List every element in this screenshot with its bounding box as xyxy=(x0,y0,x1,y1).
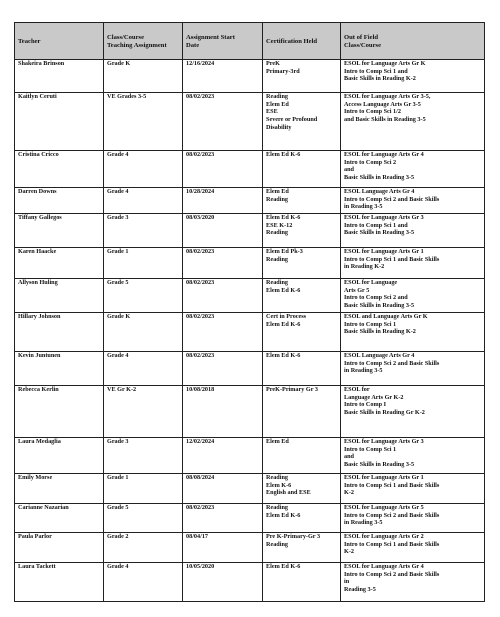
cell-line: 08/02/2023 xyxy=(186,151,215,158)
cell-teaching-assignment xyxy=(104,188,183,214)
cell-line: in Reading K-2 xyxy=(344,263,385,271)
cell-out-of-field xyxy=(341,386,485,438)
table-row xyxy=(15,533,485,563)
cell-line: Pre K-Primary-Gr 3 xyxy=(266,533,321,540)
table-row xyxy=(15,248,485,279)
cell-line: and xyxy=(344,453,354,461)
cell-line: Grade 5 xyxy=(107,279,129,286)
cell-line: Intro to Comp Sci 2 and Basic Skills xyxy=(344,195,440,203)
cell-line: ESOL and Language Arts Gr K xyxy=(344,313,428,320)
cell-line: Kaitlyn Ceruti xyxy=(18,93,57,100)
cell-line: Grade 2 xyxy=(107,533,129,540)
cell-line: Arts Gr 5 xyxy=(344,286,370,294)
cell-line: Elem Ed K-6 xyxy=(266,352,301,359)
cell-line: Grade 4 xyxy=(107,188,129,195)
cell-line: Intro to Comp Sci 1/2 xyxy=(344,108,401,116)
cell-start-date xyxy=(183,438,263,474)
table-row xyxy=(15,93,485,151)
cell-out-of-field xyxy=(341,313,485,352)
cell-teaching-assignment xyxy=(104,474,183,504)
cell-line: Elem Ed xyxy=(266,188,289,195)
cell-line: Basic Skills in Reading 3-5 xyxy=(344,461,415,469)
cell-line: Language Arts Gr K-2 xyxy=(344,393,404,401)
cell-certification xyxy=(263,474,341,504)
cell-line: ESOL for Language Arts Gr 1 xyxy=(344,248,424,255)
cell-out-of-field xyxy=(341,151,485,188)
cell-teacher xyxy=(15,438,104,474)
cell-teaching-assignment xyxy=(104,386,183,438)
cell-line: 08/02/2023 xyxy=(186,248,215,255)
cell-certification xyxy=(263,279,341,313)
cell-teacher xyxy=(15,188,104,214)
cell-line: PreK-Primary Gr 3 xyxy=(266,386,319,393)
table-row xyxy=(15,352,485,386)
cell-line: K-2 xyxy=(344,548,354,556)
cell-line: Elem Ed K-6 xyxy=(266,214,301,221)
cell-line: Basic Skills in Reading 3-5 xyxy=(344,229,415,237)
cell-start-date xyxy=(183,504,263,533)
cell-teacher xyxy=(15,533,104,563)
cell-line: Laura Medaglia xyxy=(18,438,61,445)
cell-line: Grade 1 xyxy=(107,248,129,255)
cell-line: Reading xyxy=(266,474,289,481)
cell-line: Elem Ed K-6 xyxy=(266,563,301,570)
cell-out-of-field xyxy=(341,279,485,313)
cell-line: Intro to Comp Sci 2 xyxy=(344,158,397,166)
header-teacher: Teacher xyxy=(15,23,104,60)
cell-start-date xyxy=(183,313,263,352)
cell-certification xyxy=(263,352,341,386)
cell-certification xyxy=(263,313,341,352)
cell-line: Intro to Comp Sci 2 and xyxy=(344,294,408,302)
cell-line: Shakeira Brinson xyxy=(18,60,65,67)
cell-out-of-field xyxy=(341,474,485,504)
cell-line: Basic Skills in Reading K-2 xyxy=(344,328,416,336)
cell-start-date xyxy=(183,474,263,504)
cell-start-date xyxy=(183,151,263,188)
cell-out-of-field xyxy=(341,504,485,533)
cell-line: Emily Morse xyxy=(18,474,53,481)
cell-line: ESE xyxy=(266,108,278,116)
table-row xyxy=(15,313,485,352)
table-body xyxy=(15,60,485,602)
cell-line: Paula Parlor xyxy=(18,533,52,540)
cell-line: Grade 4 xyxy=(107,563,129,570)
table-row xyxy=(15,214,485,248)
cell-line: ESOL for Language Arts Gr 1 xyxy=(344,474,424,481)
cell-line: 12/16/2024 xyxy=(186,60,215,67)
cell-start-date xyxy=(183,93,263,151)
cell-line: in xyxy=(344,578,350,586)
cell-line: in Reading 3-5 xyxy=(344,367,383,375)
cell-line: Access Language Arts Gr 3-5 xyxy=(344,100,421,108)
table-row xyxy=(15,438,485,474)
cell-line: Reading xyxy=(266,540,289,548)
cell-line: Kevin Juntunen xyxy=(18,352,61,359)
cell-start-date xyxy=(183,533,263,563)
header-out-of-field: Out of Field Class/Course xyxy=(341,23,485,60)
cell-line: Darren Downs xyxy=(18,188,57,195)
cell-certification xyxy=(263,533,341,563)
cell-certification xyxy=(263,248,341,279)
cell-line: and Basic Skills in Reading 3-5 xyxy=(344,116,426,124)
cell-line: Primary-3rd xyxy=(266,67,300,75)
cell-line: ESOL for Language Arts Gr 4 xyxy=(344,563,424,570)
cell-line: Disability xyxy=(266,123,292,131)
cell-line: ESOL for Language Arts Gr 5 xyxy=(344,504,424,511)
cell-certification xyxy=(263,504,341,533)
table-row xyxy=(15,188,485,214)
cell-teacher xyxy=(15,60,104,93)
cell-line: 08/02/2023 xyxy=(186,313,215,320)
cell-teaching-assignment xyxy=(104,279,183,313)
cell-line: ESOL for Language Arts Gr 3 xyxy=(344,438,424,445)
cell-teaching-assignment xyxy=(104,60,183,93)
cell-line: Intro to Comp Sci 1 and Basic Skills xyxy=(344,481,440,489)
cell-line: Intro to Comp Sci 1 and Basic Skills xyxy=(344,255,440,263)
cell-line: Elem Ed xyxy=(266,100,289,108)
cell-line: Cristina Cricco xyxy=(18,151,59,158)
header-teaching-assignment: Class/Course Teaching Assignment xyxy=(104,23,183,60)
cell-line: Intro to Comp Sci 1 xyxy=(344,320,397,328)
cell-line: Grade 3 xyxy=(107,438,129,445)
cell-out-of-field xyxy=(341,93,485,151)
cell-line: Cert in Process xyxy=(266,313,307,320)
cell-line: ESOL for Language Arts Gr 3 xyxy=(344,214,424,221)
cell-line: Reading 3-5 xyxy=(344,586,376,594)
cell-line: Intro to Comp Sci 1 and Basic Skills xyxy=(344,540,440,548)
cell-line: Hillary Johnson xyxy=(18,313,61,320)
cell-line: VE Gr K-2 xyxy=(107,386,137,393)
cell-line: Basic Skills in Reading 3-5 xyxy=(344,174,415,182)
cell-certification xyxy=(263,151,341,188)
cell-line: ESOL for xyxy=(344,386,370,393)
cell-teaching-assignment xyxy=(104,533,183,563)
cell-teacher xyxy=(15,352,104,386)
cell-line: Reading xyxy=(266,279,289,286)
cell-line: Intro to Comp Sci 2 and Basic Skills xyxy=(344,511,440,519)
cell-line: Elem K-6 xyxy=(266,481,292,489)
cell-line: ESOL for Language Arts Gr 4 xyxy=(344,151,424,158)
cell-line: Elem Ed K-6 xyxy=(266,286,301,294)
cell-line: Basic Skills in Reading 3-5 xyxy=(344,302,415,310)
cell-line: Rebecca Kerlin xyxy=(18,386,59,393)
cell-start-date xyxy=(183,214,263,248)
cell-line: Grade 1 xyxy=(107,474,129,481)
cell-line: K-2 xyxy=(344,489,354,497)
cell-out-of-field xyxy=(341,438,485,474)
cell-line: Reading xyxy=(266,93,289,100)
cell-line: Intro to Comp Sci 2 and Basic Skills xyxy=(344,570,440,578)
cell-teacher xyxy=(15,248,104,279)
cell-line: Intro to Comp Sci 1 and xyxy=(344,221,408,229)
cell-line: PreK xyxy=(266,60,280,67)
cell-certification xyxy=(263,188,341,214)
cell-line: Reading xyxy=(266,229,289,237)
cell-line: 08/04/17 xyxy=(186,533,209,540)
cell-line: Basic Skills in Reading K-2 xyxy=(344,75,416,83)
cell-teacher xyxy=(15,474,104,504)
cell-line: ESE K-12 xyxy=(266,221,293,229)
cell-teaching-assignment xyxy=(104,504,183,533)
cell-line: Grade 4 xyxy=(107,352,129,359)
cell-teaching-assignment xyxy=(104,438,183,474)
cell-line: Elem Ed xyxy=(266,438,289,445)
cell-line: Reading xyxy=(266,504,289,511)
cell-line: in Reading 3-5 xyxy=(344,519,383,527)
table-row xyxy=(15,279,485,313)
cell-line: Tiffany Gallegos xyxy=(18,214,62,221)
cell-start-date xyxy=(183,386,263,438)
cell-start-date xyxy=(183,563,263,602)
cell-start-date xyxy=(183,279,263,313)
cell-line: Reading xyxy=(266,255,289,263)
cell-line: Intro to Comp Sci 1 and xyxy=(344,67,408,75)
cell-start-date xyxy=(183,352,263,386)
document-page xyxy=(14,22,484,602)
cell-line: ESOL Language Arts Gr 4 xyxy=(344,188,415,195)
cell-teaching-assignment xyxy=(104,93,183,151)
cell-start-date xyxy=(183,188,263,214)
cell-teaching-assignment xyxy=(104,563,183,602)
cell-line: VE Grades 3-5 xyxy=(107,93,147,100)
cell-certification xyxy=(263,438,341,474)
cell-line: 10/28/2024 xyxy=(186,188,215,195)
cell-line: 08/08/2024 xyxy=(186,474,215,481)
cell-line: ESOL for Language Arts Gr K xyxy=(344,60,426,67)
cell-line: ESOL for Language Arts Gr 3-5, xyxy=(344,93,431,100)
cell-out-of-field xyxy=(341,248,485,279)
table-row xyxy=(15,504,485,533)
cell-teacher xyxy=(15,504,104,533)
cell-line: 08/02/2023 xyxy=(186,279,215,286)
cell-out-of-field xyxy=(341,533,485,563)
cell-start-date xyxy=(183,60,263,93)
cell-line: Carianne Nazarian xyxy=(18,504,69,511)
cell-teacher xyxy=(15,93,104,151)
cell-line: Elem Ed K-6 xyxy=(266,151,301,158)
cell-certification xyxy=(263,214,341,248)
cell-teacher xyxy=(15,279,104,313)
cell-line: 08/02/2023 xyxy=(186,352,215,359)
table-row xyxy=(15,563,485,602)
cell-teaching-assignment xyxy=(104,151,183,188)
cell-certification xyxy=(263,563,341,602)
cell-line: Grade K xyxy=(107,60,131,67)
cell-certification xyxy=(263,93,341,151)
cell-line: 12/02/2024 xyxy=(186,438,215,445)
cell-certification xyxy=(263,386,341,438)
cell-line: Karen Haacke xyxy=(18,248,57,255)
cell-line: Intro to Comp Sci 1 xyxy=(344,445,397,453)
cell-line: Intro to Comp Sci 2 and Basic Skills xyxy=(344,359,440,367)
cell-line: Intro to Comp I xyxy=(344,401,386,409)
cell-teacher xyxy=(15,313,104,352)
cell-line: 08/02/2023 xyxy=(186,504,215,511)
cell-line: ESOL Language Arts Gr 4 xyxy=(344,352,415,359)
table-row xyxy=(15,386,485,438)
header-certification: Certification Held xyxy=(263,23,341,60)
cell-line: Grade 3 xyxy=(107,214,129,221)
cell-out-of-field xyxy=(341,352,485,386)
cell-line: Severe or Profound xyxy=(266,116,318,124)
cell-teacher xyxy=(15,563,104,602)
table-row xyxy=(15,474,485,504)
cell-line: ESOL for Language xyxy=(344,279,398,286)
cell-line: in Reading 3-5 xyxy=(344,203,383,211)
cell-out-of-field xyxy=(341,188,485,214)
cell-teacher xyxy=(15,386,104,438)
cell-line: Elem Ed K-6 xyxy=(266,511,301,519)
header-start-date: Assignment Start Date xyxy=(183,23,263,60)
cell-out-of-field xyxy=(341,60,485,93)
out-of-field-table xyxy=(14,22,485,602)
cell-line: 08/02/2023 xyxy=(186,93,215,100)
cell-line: Basic Skills in Reading Gr K-2 xyxy=(344,409,425,417)
cell-line: and xyxy=(344,166,354,174)
cell-line: Allyson Huling xyxy=(18,279,58,286)
cell-line: Elem Ed Pk-3 xyxy=(266,248,303,255)
cell-certification xyxy=(263,60,341,93)
cell-teaching-assignment xyxy=(104,313,183,352)
cell-line: 10/05/2020 xyxy=(186,563,215,570)
table-row xyxy=(15,151,485,188)
cell-line: 10/08/2018 xyxy=(186,386,215,393)
table-row xyxy=(15,60,485,93)
cell-teaching-assignment xyxy=(104,248,183,279)
header-row xyxy=(15,23,485,60)
cell-line: Elem Ed K-6 xyxy=(266,320,301,328)
cell-start-date xyxy=(183,248,263,279)
cell-teaching-assignment xyxy=(104,214,183,248)
cell-line: English and ESE xyxy=(266,489,311,497)
cell-line: Reading xyxy=(266,195,289,203)
cell-out-of-field xyxy=(341,563,485,602)
cell-line: Laura Tackett xyxy=(18,563,56,570)
cell-line: Grade 5 xyxy=(107,504,129,511)
cell-line: Grade K xyxy=(107,313,131,320)
cell-teacher xyxy=(15,151,104,188)
cell-teacher xyxy=(15,214,104,248)
cell-line: ESOL for Language Arts Gr 2 xyxy=(344,533,424,540)
cell-line: Grade 4 xyxy=(107,151,129,158)
cell-teaching-assignment xyxy=(104,352,183,386)
cell-out-of-field xyxy=(341,214,485,248)
cell-line: 08/03/2020 xyxy=(186,214,215,221)
